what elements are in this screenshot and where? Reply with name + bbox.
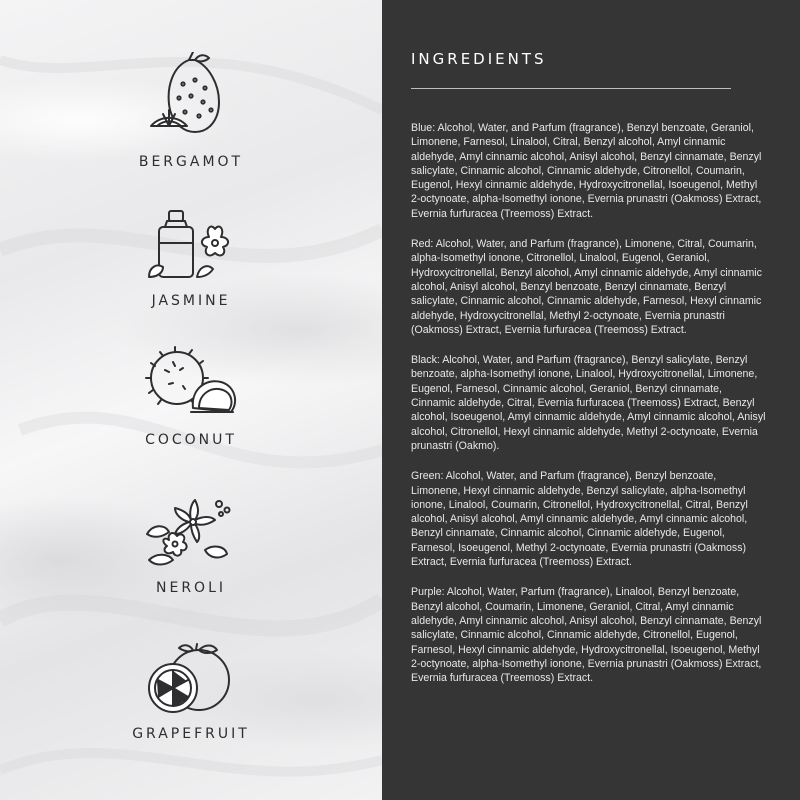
ingredient-label: JASMINE (151, 293, 231, 309)
title-divider (411, 88, 731, 89)
panel-title: INGREDIENTS (411, 50, 547, 68)
cream-texture-panel (0, 0, 382, 800)
ingredients-list (411, 121, 766, 701)
ingredient-label: COCONUT (145, 432, 237, 448)
grapefruit-icon (143, 640, 239, 714)
coconut-icon (143, 346, 239, 420)
ingredient-label: BERGAMOT (138, 154, 244, 170)
ingredient-neroli (0, 494, 382, 596)
neroli-icon (143, 494, 239, 568)
ingredient-label: NEROLI (156, 580, 226, 596)
bergamot-icon (143, 52, 239, 142)
ingredient-jasmine (0, 207, 382, 309)
jasmine-icon (143, 207, 239, 281)
ingredients-green: Green: Alcohol, Water, and Parfum (fragrance), Benzyl benzoate, Limonene, Hexyl cinnamic aldehyde, Benzyl salicylate, alpha-Isomethyl ionone, Linalool, Coumarin, Citronellol, Hydroxycitronellal, Citral, Benzyl alcohol, Anisyl alcohol, Amyl cinnamic aldehyde, Amyl cinnamic alcohol, Benzyl cinnamate, Cinnamic alcohol, Cinnamic aldehyde, Eugenol, Farnesol, Isoeugenol, Methyl 2-octynoate, Evernia prunastri (Oakmoss) Extract, Evernia furfuracea (Treemoss) Extract. (411, 470, 748, 569)
ingredients-black: Black: Alcohol, Water, and Parfum (fragrance), Benzyl salicylate, Benzyl benzoate, alpha-Isomethyl ionone, Linalool, Hydroxycitronellal, Limonene, Eugenol, Farnesol, Cinnamic alcohol, Geraniol, Benzyl cinnamate, Cinnamic aldehyde, Citral, Evernia furfuracea (Treemoss) Extract, Benzyl alcohol, Isoeugenol, Amyl cinnamic aldehyde, Amyl cinnamic alcohol, Anisyl alcohol, Citronellol, Hexyl cinnamic aldehyde, Methyl 2-octynoate, Evernia prunastri (Oakmo). (411, 354, 766, 452)
ingredients-blue: Blue: Alcohol, Water, and Parfum (fragrance), Benzyl benzoate, Geraniol, Limonene, Farnesol, Linalool, Citral, Benzyl alcohol, Amyl cinnamic aldehyde, Amyl cinnamic alcohol, Anisyl alcohol, Benzyl cinnamate, Benzyl salicylate, Cinnamic alcohol, Cinnamic aldehyde, Citronellol, Coumarin, Eugenol, Hexyl cinnamic aldehyde, Hydroxycitronellal, Isoeugenol, Methyl 2-octynoate, alpha-Isomethyl ionone, Evernia prunastri (Oakmoss) Extract, Evernia furfuracea (Treemoss) Extract. (411, 122, 762, 220)
ingredient-coconut (0, 346, 382, 448)
ingredients-red: Red: Alcohol, Water, and Parfum (fragrance), Limonene, Citral, Coumarin, alpha-Isomethyl ionone, Citronellol, Linalool, Eugenol, Geraniol, Hydroxycitronellal, Benzyl alcohol, Amyl cinnamic aldehyde, Amyl cinnamic alcohol, Anisyl alcohol, Benzyl benzoate, Benzyl cinnamate, Benzyl salicylate, Cinnamic alcohol, Cinnamic aldehyde, Farnesol, Hexyl cinnamic aldehyde, Hydroxycitronellal, Methyl 2-octynoate, Evernia prunastri (Oakmoss) Extract, Evernia furfuracea (Treemoss) Extract. (411, 238, 762, 336)
ingredient-grapefruit (0, 640, 382, 742)
ingredients-panel (382, 0, 800, 800)
ingredient-label: GRAPEFRUIT (132, 726, 250, 742)
ingredients-purple: Purple: Alcohol, Water, Parfum (fragrance), Linalool, Benzyl benzoate, Benzyl alcohol, Coumarin, Limonene, Geraniol, Citral, Amyl cinnamic aldehyde, Amyl cinnamic alcohol, Anisyl alcohol, Benzyl cinnamate, Benzyl salicylate, Cinnamic alcohol, Cinnamic aldehyde, Citronellol, Eugenol, Farnesol, Hexyl cinnamic aldehyde, Hydroxycitronellal, Isoeugenol, Methyl 2-octynoate, alpha-Isomethyl ionone, Evernia prunastri (Oakmoss) Extract, Evernia furfuracea (Treemoss) Extract. (411, 586, 762, 685)
ingredient-bergamot (0, 52, 382, 170)
